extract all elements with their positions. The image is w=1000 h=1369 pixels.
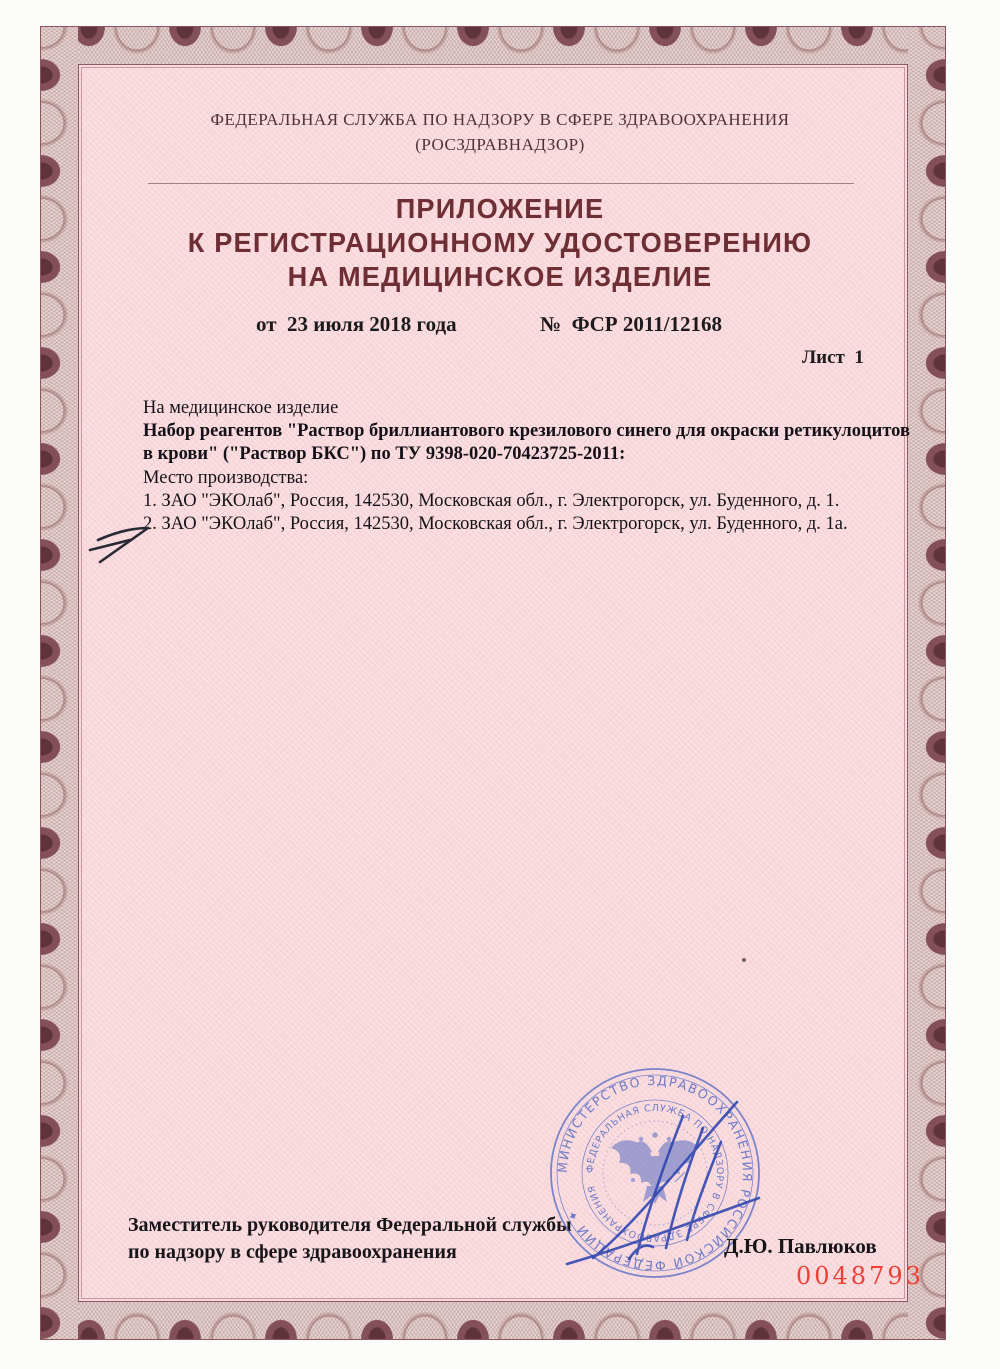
- title-line-2: К РЕГИСТРАЦИОННОМУ УДОСТОВЕРЕНИЮ: [187, 227, 813, 258]
- product-name: Набор реагентов "Раствор бриллиантового крезилового синего для окраски ретикулоцитов в крови" ("Раствор БКС") по ТУ 9398-020-70423725-2011:: [143, 421, 910, 465]
- serial-number: 0048793: [796, 1262, 924, 1290]
- stamp-outer-text-curve: МИНИСТЕРСТВО ЗДРАВООХРАНЕНИЯ РОССИЙСКОЙ ФЕДЕРАЦИИ ✦: [554, 1072, 756, 1274]
- stamp-inner-text-curve: ФЕДЕРАЛЬНАЯ СЛУЖБА ПО НАДЗОРУ В СФЕРЕ ЗДРАВООХРАНЕНИЯ: [584, 1102, 726, 1244]
- agency-name: ФЕДЕРАЛЬНАЯ СЛУЖБА ПО НАДЗОРУ В СФЕРЕ ЗДРАВООХРАНЕНИЯ: [210, 110, 790, 129]
- signer-position: [128, 1212, 572, 1266]
- ink-speck: [742, 958, 746, 962]
- signer-position-line-1: Заместитель руководителя Федеральной службы: [128, 1214, 572, 1236]
- production-sites-label: Место производства:: [143, 467, 309, 488]
- header-divider: [148, 183, 854, 184]
- handwritten-strike-mark: [84, 520, 168, 566]
- signer-name: Д.Ю. Павлюков: [724, 1234, 877, 1258]
- issue-date: от 23 июля 2018 года: [256, 312, 457, 336]
- registration-number: № ФСР 2011/12168: [540, 312, 723, 336]
- document-title: [15, 192, 985, 294]
- title-line-1: ПРИЛОЖЕНИЕ: [395, 193, 605, 224]
- sheet-number: Лист 1: [802, 347, 864, 368]
- device-description-block: [143, 397, 918, 536]
- signer-position-line-2: по надзору в сфере здравоохранения: [128, 1241, 457, 1263]
- intro-line: На медицинское изделие: [143, 398, 339, 418]
- agency-short-name: (РОСЗДРАВНАДЗОР): [415, 135, 585, 154]
- production-address-1: 1. ЗАО "ЭКОлаб", Россия, 142530, Московская обл., г. Электрогорск, ул. Буденного, д. 1.: [143, 490, 840, 511]
- title-line-3: НА МЕДИЦИНСКОЕ ИЗДЕЛИЕ: [287, 261, 713, 292]
- production-address-2: 2. ЗАО "ЭКОлаб", Россия, 142530, Московская обл., г. Электрогорск, ул. Буденного, д. 1а.: [143, 514, 848, 535]
